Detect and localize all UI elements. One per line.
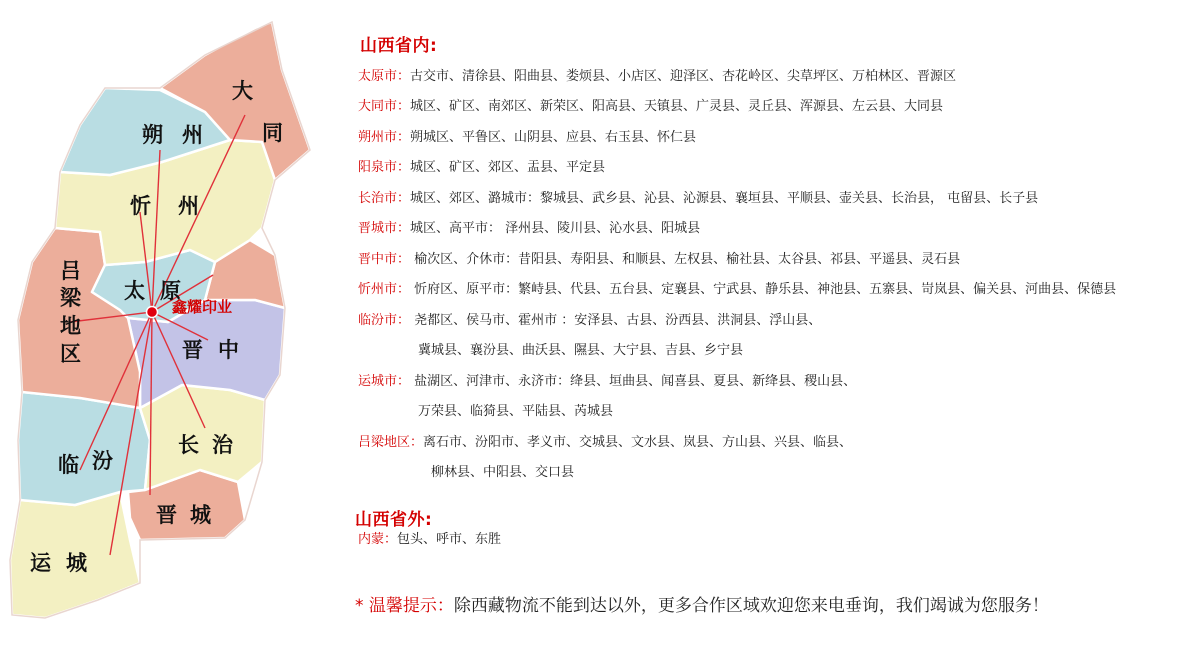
service-area-panel [355,0,1200,666]
list-item [358,191,1038,207]
tip-text: 除西藏物流不能到达以外，更多合作区域欢迎您来电垂询，我们竭诚为您服务！ [453,596,1049,616]
separator: ： [397,160,411,175]
label-jin2: 晋 [156,502,177,527]
label-zhi: 治 [212,432,233,457]
label-da: 大 [232,78,253,103]
separator: ： [397,99,411,114]
label-lin: 临 [58,452,79,477]
label-qu: 区 [60,341,81,366]
company-label: 鑫耀印业 [172,298,233,316]
list-item [358,130,696,146]
list-item [358,252,960,268]
city-name: 忻州市 [358,282,398,297]
city-name: 临汾市 [358,313,398,328]
label-fen: 汾 [92,448,113,473]
county-list: 忻府区、原平市：繁峙县、代县、五台县、定襄县、宁武县、静乐县、神池县、五寨县、岢岚县、偏关县、河曲县、保德县 [410,282,1117,297]
tip-line [355,591,1049,616]
list-item [358,69,956,85]
label-liang: 梁 [60,285,81,310]
city-name: 晋城市 [358,221,398,236]
label-tai: 太 [124,278,145,303]
county-list: 城区、矿区、南郊区、新荣区、阳高县、天镇县、广灵县、灵丘县、浑源县、左云县、大同县 [410,99,944,114]
county-list: 古交市、清徐县、阳曲县、娄烦县、小店区、迎泽区、杏花岭区、尖草坪区、万柏林区、晋源区 [410,69,957,84]
list-item [358,160,605,176]
separator: ： [397,313,411,328]
city-name: 阳泉市 [358,160,398,175]
label-di: 地 [60,313,81,338]
county-list: 朔城区、平鲁区、山阴县、应县、右玉县、怀仁县 [410,130,697,145]
label-yuan: 原 [160,278,181,303]
county-list: 城区、矿区、郊区、盂县、平定县 [410,160,606,175]
separator: ： [397,69,411,84]
county-list: 离石市、汾阳市、孝义市、交城县、文水县、岚县、方山县、兴县、临县、 [423,435,853,450]
label-yun: 运 [30,550,51,575]
region-linfen [18,392,150,505]
label-xin: 忻 [130,193,151,218]
label-jin: 晋 [182,337,203,362]
separator: ： [397,252,411,267]
label-cheng2: 城 [66,550,87,575]
separator: ： [397,282,411,297]
list-item [358,532,501,548]
list-item [358,99,943,115]
county-list-continued: 柳林县、中阳县、交口县 [431,465,575,480]
label-zhou1: 州 [182,122,203,147]
city-name: 晋中市 [358,252,398,267]
list-item [358,313,821,329]
county-list: 尧都区、侯马市、霍州市 ：安泽县、古县、汾西县、洪洞县、浮山县、 [410,313,822,328]
county-list: 包头、呼市、东胜 [397,532,502,547]
city-name: 朔州市 [358,130,398,145]
label-tong: 同 [262,120,283,145]
county-list-continued: 万荣县、临猗县、平陆县、芮城县 [418,404,614,419]
city-name: 内蒙 [358,532,385,547]
label-zhong: 中 [218,337,239,362]
outside-heading: 山西省外: [355,510,433,530]
city-name: 运城市 [358,374,398,389]
city-name: 长治市 [358,191,398,206]
label-shuo: 朔 [142,122,163,147]
separator: ： [397,221,411,236]
shanxi-map [0,0,350,666]
separator: ： [410,435,424,450]
separator: ： [384,532,398,547]
map-regions [10,22,310,618]
separator: ： [397,374,411,389]
label-cheng: 城 [190,502,211,527]
label-lv: 吕 [60,258,81,283]
separator: ： [397,191,411,206]
county-list: 盐湖区、河津市、永济市：绛县、垣曲县、闻喜县、夏县、新绛县、稷山县、 [410,374,857,389]
tip-label: * 温馨提示： [355,596,454,616]
county-list: 城区、郊区、潞城市：黎城县、武乡县、沁县、沁源县、襄垣县、平顺县、壶关县、长治县， 屯留县、长子县 [410,191,1039,206]
city-name: 吕梁地区 [358,435,411,450]
county-list: 城区、高平市： 泽州县、陵川县、沁水县、阳城县 [410,221,701,236]
separator: ： [397,130,411,145]
city-name: 大同市 [358,99,398,114]
list-item [358,374,856,390]
city-name: 太原市 [358,69,398,84]
label-chang: 长 [178,432,199,457]
inside-heading: 山西省内: [360,36,438,56]
county-list-continued: 冀城县、襄汾县、曲沃县、隰县、大宁县、吉县、乡宁县 [418,343,744,358]
company-marker [147,307,158,318]
list-item [358,435,852,451]
list-item [358,221,700,237]
county-list: 榆次区、介休市：昔阳县、寿阳县、和顺县、左权县、榆社县、太谷县、祁县、平遥县、灵石县 [410,252,961,267]
list-item [358,282,1116,298]
label-zhou2: 州 [178,193,199,218]
